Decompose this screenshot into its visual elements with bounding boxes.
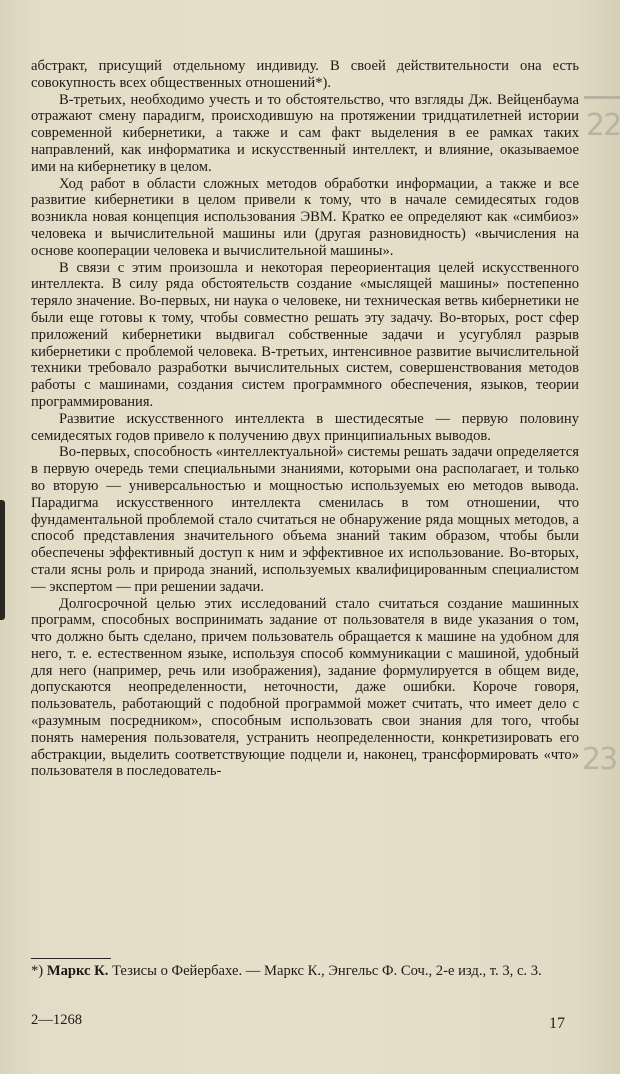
footnote-marker: *) [31, 963, 44, 979]
paragraph: Ход работ в области сложных методов обработки информации, а также и все развитие кибернетики в целом привели к тому, что в начале семидесятых годов возникла новая концепция использования ЭВМ. Кратко ее определяют как «симбиоз» человека и вычислительной машины или (другая разновидность) «вычисления на основе кооперации человека и вычислительной машины». [31, 175, 579, 259]
margin-page-mark: 23 [582, 742, 617, 777]
page-number: 17 [549, 1015, 565, 1032]
margin-page-mark: 22 [586, 108, 620, 143]
paragraph: Долгосрочной целью этих исследований стало считаться создание машинных программ, способных воспринимать задание от пользователя в виде указания о том, что должно быть сделано, причем пользователь обращается к машине на удобном для него, т. е. естественном языке, используя способ коммуникации с машиной, удобный для него (например, речь или изображения), задание формулируется в общем виде, допускаются неопределенности, неточности, даже ошибки. Короче говоря, пользователь, работающий с подобной программой может считать, что имеет дело с «разумным посредником», способным использовать свои знания для того, чтобы понять намерения пользователя, устранить неопределенности, конкретизировать его абстракции, выделить соответствующие подцели и, наконец, трансформировать «что» пользователя в последователь- [31, 595, 579, 780]
binding-shadow [0, 500, 5, 620]
printer-signature: 2—1268 [31, 1012, 83, 1028]
paragraph: Во-первых, способность «интеллектуальной» системы решать задачи определяется в первую очередь теми специальными знаниями, которыми она располагает, и только во вторую — универсальностью и мощностью используемых ею методов вывода. Парадигма искусственного интеллекта сменилась в том отношении, что фундаментальной проблемой стало считаться не обнаружение ряда мощных методов, а способ представления значительного объема знаний таким образом, чтобы были обеспечены эффективный доступ к ним и эффективное их использование. Во-вторых, стали ясны роль и природа знаний, используемых квалифицированным специалистом — экспертом — при решении задачи. [31, 444, 579, 595]
footnote-divider [31, 958, 111, 959]
paragraph: В связи с этим произошла и некоторая переориентация целей искусственного интеллекта. В силу ряда обстоятельств создание «мыслящей машины» постепенно теряло значение. Во-первых, ни наука о человеке, ни техническая ветвь кибернетики не были еще готовы к тому, чтобы совместно решать эту задачу. Во-вторых, рост сфер приложений кибернетики выдвигал собственные задачи и усугублял разрыв кибернетики с проблемой человека. В-третьих, интенсивное развитие вычислительной техники требовало разработки вычислительных систем, совершенствования методов работы с машинами, создания систем программного обеспечения, языков, теории программирования. [31, 259, 579, 410]
footnote [31, 963, 579, 980]
paragraph: Развитие искусственного интеллекта в шестидесятые — первую половину семидесятых годов привело к получению двух принципиальных выводов. [31, 410, 579, 444]
paragraph: абстракт, присущий отдельному индивиду. В своей действительности она есть совокупность всех общественных отношений*). [31, 58, 579, 91]
footnote-author: Маркс К. [46, 963, 109, 979]
footnote-text: Тезисы о Фейербахе. — Маркс К., Энгельс Ф. Соч., 2-е изд., т. 3, с. 3. [112, 963, 542, 979]
margin-pencil-line [584, 96, 620, 99]
main-text [31, 58, 579, 780]
paragraph: В-третьих, необходимо учесть и то обстоятельство, что взгляды Дж. Вейценбаума отражают смену парадигм, происходившую на протяжении тридцатилетней истории современной кибернетики, а также и сам факт выделения в ее рамках таких направлений, как информатика и искусственный интеллект, и влияние, оказываемое ими на кибернетику в целом. [31, 91, 579, 175]
